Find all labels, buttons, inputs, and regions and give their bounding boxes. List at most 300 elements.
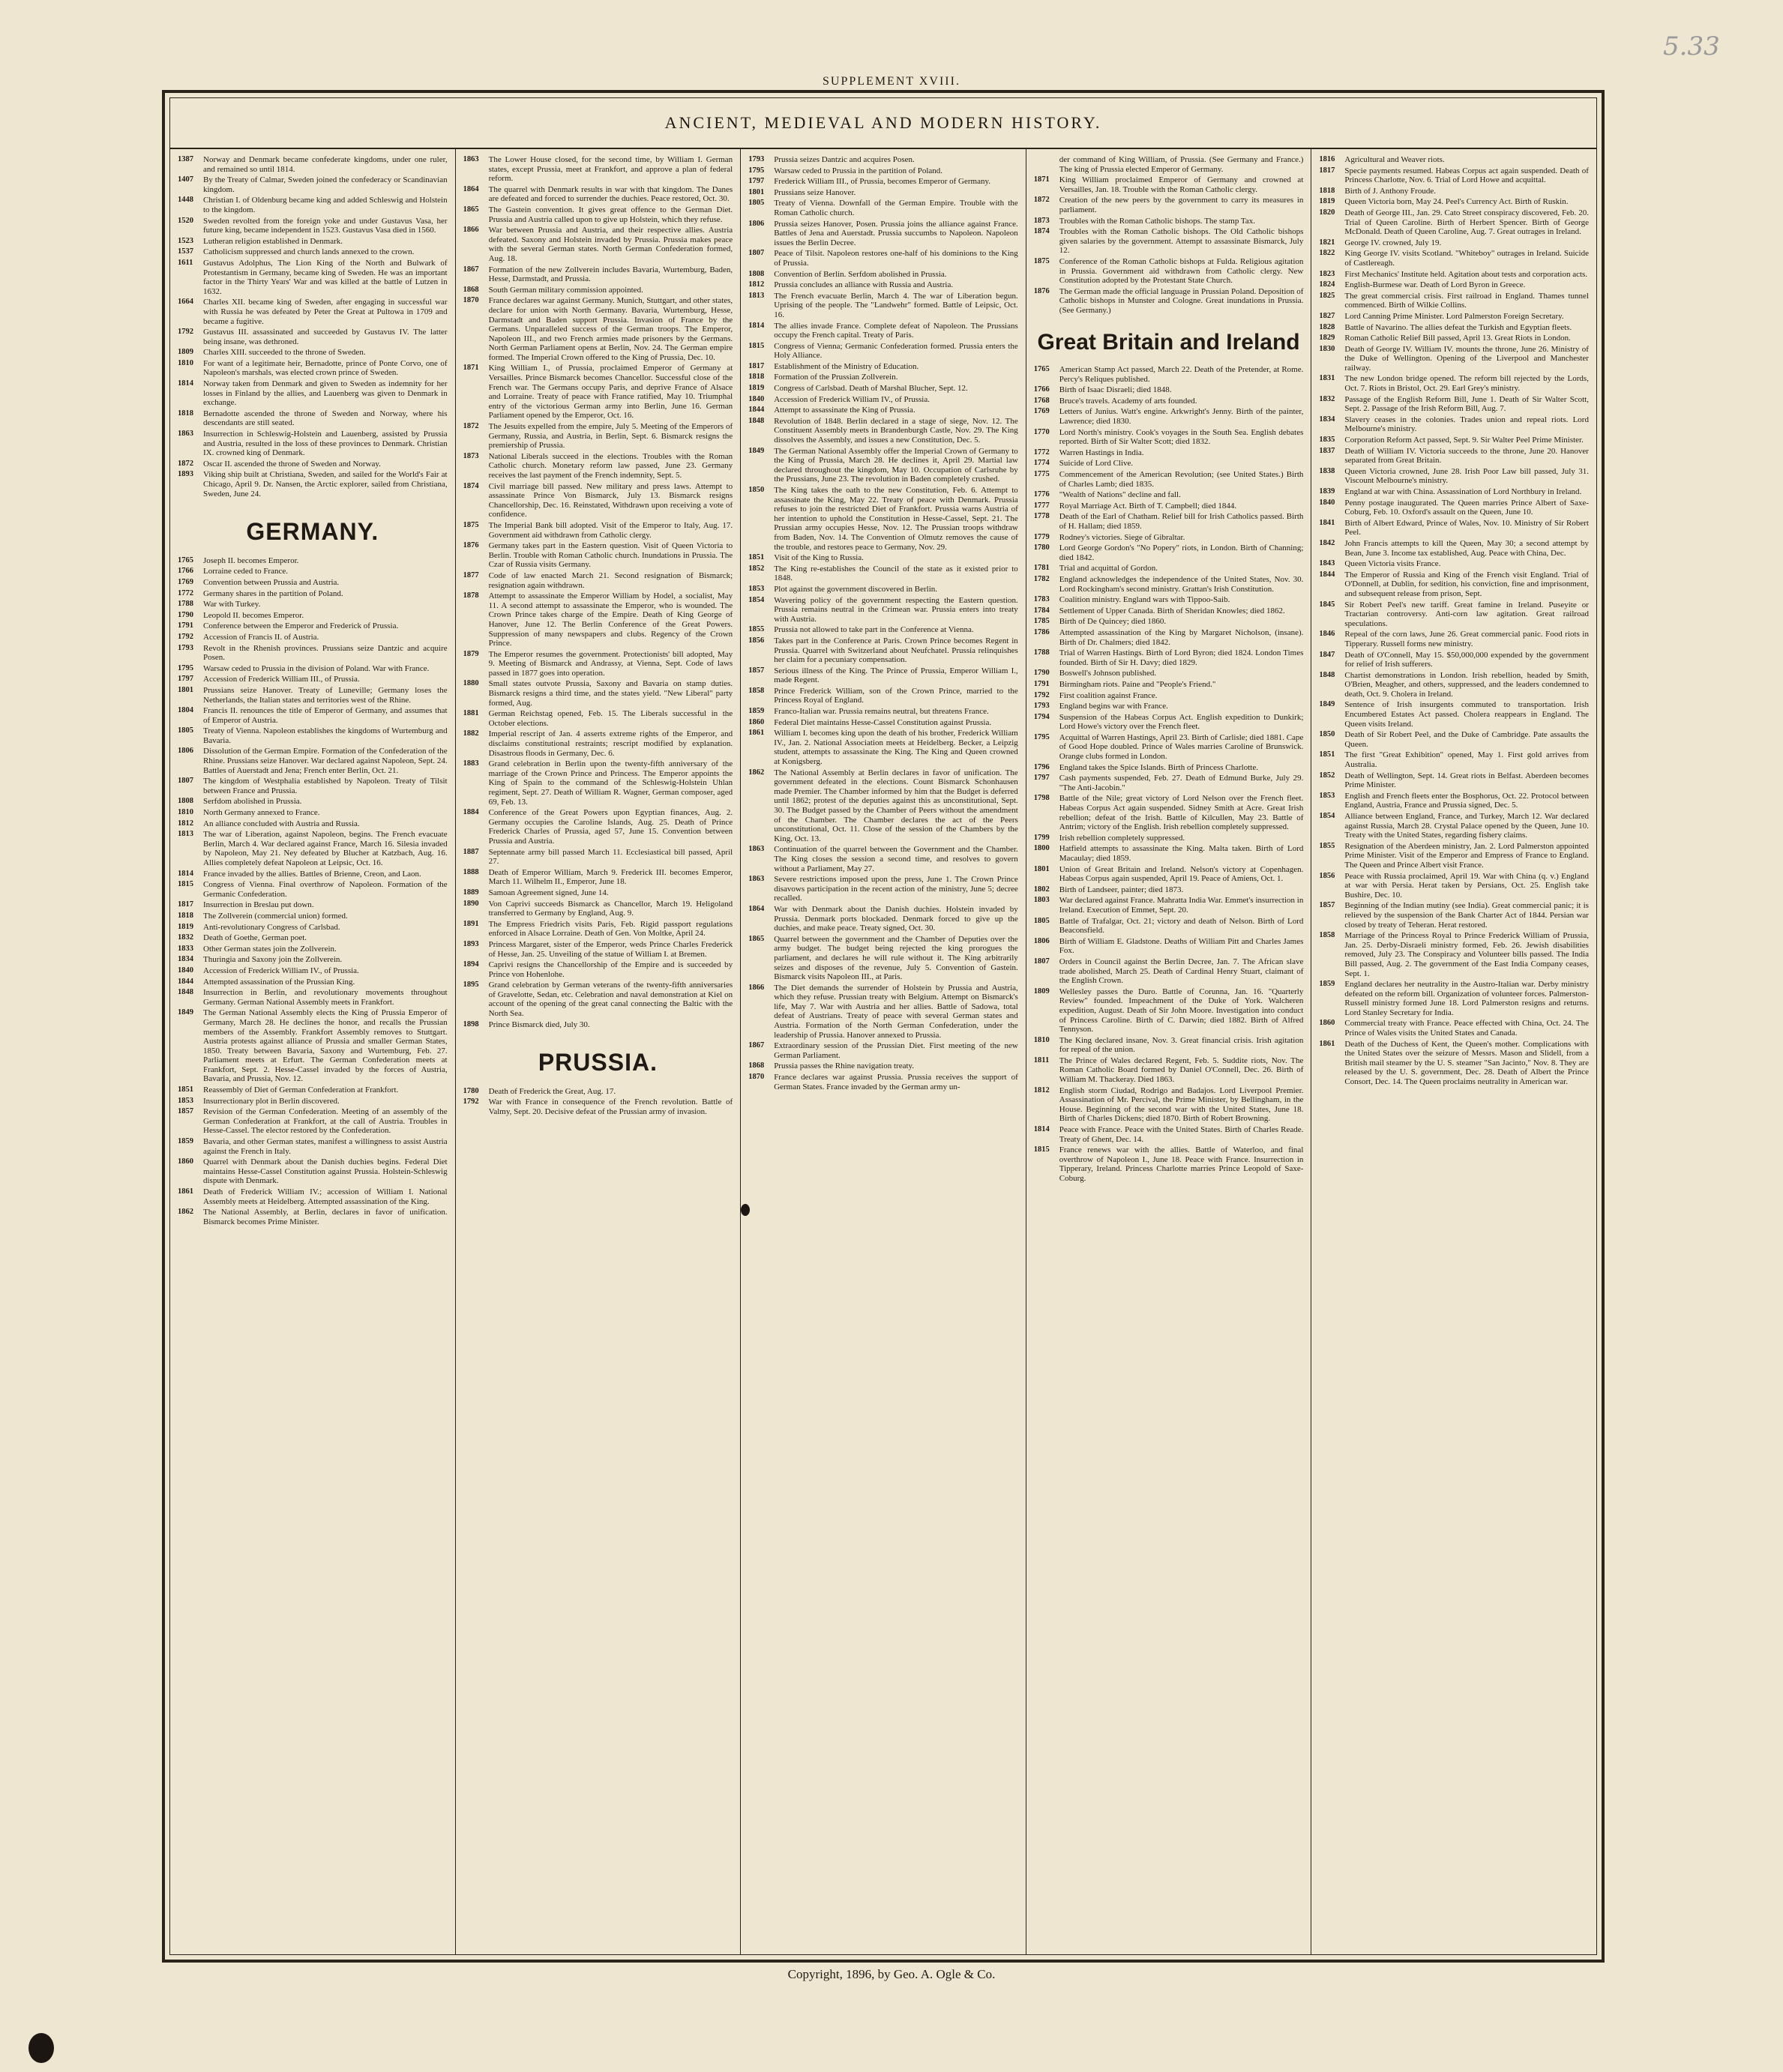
history-entry (1034, 763, 1304, 773)
history-entry (1319, 901, 1589, 930)
entry-text: Wavering policy of the government respecting the Eastern question. Prussia remains neutral in the Crimean war. Prussia enters into treaty with Austria. (774, 595, 1018, 624)
entry-year: 1817 (748, 361, 765, 370)
entry-year: 1812 (1033, 1085, 1050, 1094)
history-entry (178, 409, 448, 428)
entry-year: 1844 (178, 977, 193, 986)
entry-text: Extraordinary session of the Prussian Diet. First meeting of the new German Parliament. (774, 1041, 1018, 1060)
entry-text: Wellesley passes the Duro. Battle of Corunna, Jan. 16. "Quarterly Review" founded. Impeachment of the Duke of York. Walcheren expedition, August. Death of Sir John Moore. Investigation into conduct of Princess Caroline. Birth of C. Darwin; died 1882. Birth of Alfred Tennyson. (1059, 987, 1304, 1035)
history-entry (178, 430, 448, 458)
history-entry (1034, 680, 1304, 690)
history-entry (1034, 564, 1304, 573)
entry-text: Gustavus III. assassinated and succeeded by Gustavus IV. The latter being insane, was dethroned. (203, 328, 448, 346)
entry-year: 1807 (748, 249, 765, 258)
entry-year: 1833 (178, 944, 193, 953)
history-entry (1034, 595, 1304, 605)
history-entry (463, 265, 733, 284)
entry-text: Prince Frederick William, son of the Crown Prince, married to the Princess Royal of England. (774, 686, 1018, 705)
entry-text: The German made the official language in Prussian Poland. Deposition of Catholic bishops in Munster and Cologne. Great inundations in Prussia. (See Germany.) (1059, 286, 1304, 315)
entry-year: 1797 (1033, 774, 1050, 783)
entry-year: 1818 (178, 409, 193, 418)
entry-text: Lorraine ceded to France. (203, 567, 288, 576)
history-entry (463, 205, 733, 224)
entry-text: King William I., of Prussia, proclaimed Emperor of Germany at Versailles. Prince Bismarck becomes Chancellor. Successful close of the French war. The Germans occupy Paris, and deprive France of Alsace and Lorraine. Treaty of peace with France ratified, May 10. Triumphal entry of the victorious German army into Berlin, June 16. German Parliament opened by the Emperor, Oct. 16. (488, 364, 733, 421)
entry-text: The German National Assembly elects the King of Prussia Emperor of Germany, March 28. He declines the honor, and recalls the Prussian members of the Assembly. Frankfort Assembly removes to Stuttgart. Austria protests against alliance of Prussia and smaller German States, 1850. Treaty between Bavaria, Saxony and Wurtemburg, Feb. 27. Parliament meets at Erfurt. The German Confederation meets at Frankfort, Sept. 2. Hesse-Cassel invaded by the forces of Austria, Bavaria, and Prussia, Nov. 12. (203, 1008, 448, 1084)
history-entry (748, 905, 1018, 933)
entry-year: 1868 (748, 1061, 765, 1070)
history-entry (748, 718, 1018, 728)
entry-year: 1792 (178, 328, 193, 337)
entry-text: Trial and acquittal of Gordon. (1059, 564, 1158, 573)
history-entry (178, 589, 448, 599)
entry-text: Penny postage inaugurated. The Queen marries Prince Albert of Saxe-Coburg, Feb. 10. Oxford's assault on the Queen, June 10. (1344, 498, 1589, 517)
frame-inner (169, 97, 1597, 1955)
entry-text: Commercial treaty with France. Peace effected with China, Oct. 24. The Prince of Wales visits the United States and Canada. (1344, 1019, 1589, 1038)
prussia-cont-list (748, 155, 1018, 1091)
entry-year: 1781 (1033, 564, 1050, 573)
history-entry (748, 249, 1018, 268)
entry-text: Insurrectionary plot in Berlin discovered. (203, 1096, 340, 1106)
entry-year: 1854 (748, 595, 765, 604)
entry-year: 1792 (178, 632, 193, 641)
entry-text: Alliance between England, France, and Turkey, March 12. War declared against Russia, March 28. Crystal Palace opened by the Queen, June 10. Treaty with the United States, regarding fishery claims. (1344, 812, 1589, 840)
entry-year: 1791 (1033, 679, 1050, 688)
history-entry (1034, 155, 1304, 174)
entry-year: 1857 (1319, 901, 1335, 910)
history-entry (178, 912, 448, 921)
entry-text: Conference between the Emperor and Frederick of Prussia. (203, 621, 399, 631)
entry-text: The Jesuits expelled from the empire, July 5. Meeting of the Emperors of Germany, Russia, and Austria, in Berlin, Sept. 6. Bismarck resigns the premiership of Prussia. (488, 422, 733, 451)
entry-text: der command of King William, of Prussia. (See Germany and France.) The king of Prussia elected Emperor of Germany. (1059, 155, 1304, 174)
entry-text: Insurrection in Berlin, and revolutionary movements throughout Germany. German National Assembly meets in Frankfort. (203, 988, 448, 1007)
entry-year: 1810 (178, 358, 193, 367)
entry-text: Birth of Albert Edward, Prince of Wales, Nov. 10. Ministry of Sir Robert Peel. (1344, 518, 1589, 537)
entry-year: 1852 (1319, 771, 1335, 780)
history-entry (178, 470, 448, 499)
entry-text: Rodney's victories. Siege of Gibraltar. (1059, 532, 1185, 542)
history-entry (1319, 155, 1589, 165)
entry-text: Charles XIII. succeeded to the throne of Sweden. (203, 348, 366, 358)
history-entry (748, 280, 1018, 290)
entry-text: Slavery ceases in the colonies. Trades union and repeal riots. Lord Melbourne's ministry. (1344, 415, 1589, 434)
entry-text: Frederick William III., of Prussia, becomes Emperor of Germany. (774, 177, 991, 187)
entry-text: Quarrel with Denmark about the Danish duchies begins. Federal Diet maintains Hesse-Cassel Constitution against Prussia. Holstein-Schleswig dispute with Denmark. (203, 1157, 448, 1186)
entry-text: Sir Robert Peel's new tariff. Great famine in Ireland. Puseyite or Tractarian controversy. Anti-corn law agitation. Great railroad speculations. (1344, 600, 1589, 628)
history-entry (178, 175, 448, 194)
history-entry (748, 166, 1018, 176)
entry-text: Suicide of Lord Clive. (1059, 459, 1134, 469)
entry-text: Sentence of Irish insurgents commuted to transportation. Irish Encumbered Estates Act passed. Cholera reappears in England. The Queen visits Ireland. (1344, 700, 1589, 729)
history-entry (748, 486, 1018, 552)
entry-text: Revolution of 1848. Berlin declared in a stage of siege, Nov. 12. The Constituent Assembly meets in Brandenburgh Castle, Nov. 29. The King dissolves the Assembly, and issues a new Constitution, Dec. 5. (774, 416, 1018, 445)
entry-text: Repeal of the corn laws, June 26. Great commercial panic. Food riots in Tipperary. Russell forms new ministry. (1344, 630, 1589, 648)
entry-text: Warsaw ceded to Prussia in the division of Poland. War with France. (203, 663, 430, 673)
entry-text: Peace with Russia proclaimed, April 19. War with China (q. v.) England at war with Persia. Herat taken by Persians, Oct. 25. English take Bushire, Dec. 10. (1344, 871, 1589, 900)
entry-text: Hatfield attempts to assassinate the King. Malta taken. Birth of Lord Macaulay; died 1859. (1059, 844, 1304, 863)
history-entry (1034, 227, 1304, 256)
history-entry (178, 955, 448, 965)
entry-text: Francis II. renounces the title of Emperor of Germany, and assumes that of Emperor of Austria. (203, 706, 448, 725)
entry-year: 1830 (1319, 344, 1335, 353)
history-entry (748, 199, 1018, 217)
history-entry (463, 296, 733, 362)
entry-text: Von Caprivi succeeds Bismarck as Chancellor, March 19. Heligoland transferred to Germany by England, Aug. 9. (488, 899, 733, 918)
entry-text: Catholicism suppressed and church lands annexed to the crown. (203, 247, 415, 257)
history-entry (1319, 730, 1589, 749)
entry-year: 1890 (463, 899, 479, 908)
column-5 (1311, 148, 1596, 1954)
entry-text: English storm Ciudad, Rodrigo and Badajos. Lord Liverpool Premier. Assassination of Mr. Percival, the Prime Minister, by Bellingham, in the House. Beginning of the second war with the United States, June 18. Birth of Charles Dickens; died 1870. Birth of Robert Browning. (1059, 1085, 1304, 1124)
history-entry (1319, 980, 1589, 1017)
history-entry (1319, 208, 1589, 237)
entry-year: 1768 (1033, 396, 1050, 405)
history-entry (1319, 539, 1589, 558)
entry-year: 1809 (178, 348, 193, 357)
entry-text: Prussians seize Hanover. Treaty of Luneville; Germany loses the Netherlands, the Italian states and territories west of the Rhine. (203, 685, 448, 705)
history-entry (1034, 617, 1304, 627)
history-entry (1319, 872, 1589, 900)
entry-year: 1772 (178, 588, 193, 597)
history-entry (1034, 606, 1304, 616)
history-entry (1034, 1145, 1304, 1183)
entry-year: 1814 (1033, 1125, 1050, 1134)
entry-year: 1868 (463, 285, 479, 294)
entry-year: 1782 (1033, 574, 1050, 583)
entry-text: Cash payments suspended, Feb. 27. Death of Edmund Burke, July 29. "The Anti-Jacobin." (1059, 774, 1304, 792)
section-heading-great-britain: Great Britain and Ireland (1037, 329, 1300, 355)
entry-year: 1803 (1033, 896, 1050, 905)
entry-text: Bernadotte ascended the throne of Sweden and Norway, where his descendants are still seated. (203, 409, 448, 428)
entry-text: Irish rebellion completely suppressed. (1059, 833, 1185, 843)
history-entry (463, 422, 733, 451)
entry-year: 1806 (748, 219, 765, 228)
entry-text: Grand celebration in Berlin upon the twenty-fifth anniversary of the marriage of the Crown Prince and Princess. The Emperor appoints the King of Spain to the command of the Schleswig-Holstein Uhlan regiment, Sept. 27. Death of William R. Wagner, German composer, aged 69, Feb. 13. (488, 759, 733, 807)
great-britain-list (1034, 365, 1304, 1184)
history-entry (1034, 459, 1304, 469)
history-entry (1034, 733, 1304, 762)
history-entry (748, 585, 1018, 594)
entry-year: 1834 (178, 955, 193, 964)
columns (170, 148, 1596, 1954)
entry-text: Letters of Junius. Watt's engine. Arkwright's Jenny. Birth of the painter, Lawrence; died 1830. (1059, 407, 1304, 427)
history-entry (463, 1087, 733, 1097)
history-entry (1319, 280, 1589, 290)
entry-year: 1779 (1033, 532, 1050, 541)
history-entry (463, 868, 733, 887)
entry-year: 1815 (178, 880, 193, 889)
entry-text: Acquittal of Warren Hastings, April 23. Birth of Carlisle; died 1881. Cape of Good Hope doubled. Prince of Wales marries Caroline of Brunswick. Orange clubs formed in London. (1059, 732, 1304, 762)
entry-text: France declares war against Prussia. Prussia receives the support of German States. France invaded by the German army un- (774, 1073, 1018, 1091)
entry-year: 1850 (748, 486, 765, 494)
entry-year: 1780 (463, 1086, 479, 1095)
history-entry (178, 644, 448, 663)
entry-text: Code of law enacted March 21. Second resignation of Bismarck; resignation again withdrawn. (488, 570, 733, 590)
entry-year: 1801 (1033, 864, 1050, 873)
entry-year: 1851 (178, 1085, 193, 1094)
entry-year: 1876 (463, 541, 479, 550)
entry-text: Birth of J. Anthony Froude. (1344, 186, 1436, 196)
entry-year: 1898 (463, 1020, 479, 1029)
entry-year: 1537 (178, 247, 193, 256)
column-1 (170, 148, 456, 1954)
entry-year: 1880 (463, 679, 479, 688)
entry-text: Union of Great Britain and Ireland. Nelson's victory at Copenhagen. Habeas Corpus again suspended, April 19. Peace of Amiens, Oct. 1. (1059, 864, 1304, 884)
history-entry (463, 364, 733, 421)
column-2 (456, 148, 742, 1954)
entry-text: Bruce's travels. Academy of arts founded. (1059, 396, 1197, 406)
entry-text: Agricultural and Weaver riots. (1344, 155, 1445, 164)
history-entry (463, 571, 733, 590)
entry-text: Royal Marriage Act. Birth of T. Campbell; died 1844. (1059, 501, 1237, 511)
entry-year: 1823 (1319, 269, 1335, 278)
history-entry (178, 777, 448, 795)
entry-year: 1806 (178, 747, 193, 756)
entry-year: 1805 (178, 726, 193, 735)
entry-text: Anti-revolutionary Congress of Carlsbad. (203, 922, 340, 932)
entry-text: Attempt to assassinate the Emperor William by Hodel, a socialist, May 11. A second attempt to assassinate the Emperor, who is wounded. The Crown Prince takes charge of the Empire. Death of King George of Hanover, June 12. The Berlin Conference of the Great Powers. Suppression of many newspapers and clubs. Regency of the Crown Prince. (488, 591, 733, 648)
history-entry (748, 417, 1018, 445)
history-entry (1034, 365, 1304, 384)
entry-text: Insurrection in Schleswig-Holstein and Lauenberg, assisted by Prussia and Austria, resulted in the loss of these provinces to Denmark. Christian IX. crowned king of Denmark. (203, 430, 448, 458)
entry-text: Commencement of the American Revolution; (see United States.) Birth of Charles Lamb; died 1835. (1059, 470, 1304, 489)
history-entry (748, 1073, 1018, 1091)
entry-text: Attempted assassination of the King by Margaret Nicholson, (insane). Birth of Dr. Chalmers; died 1842. (1059, 627, 1304, 647)
entry-text: Formation of the new Zollverein includes Bavaria, Wurtemburg, Baden, Hesse, Darmstadt, and Prussia. (488, 265, 733, 284)
entry-year: 1867 (748, 1041, 765, 1050)
entry-text: Resignation of the Aberdeen ministry, Jan. 2. Lord Palmerston appointed Prime Minister. Visit of the Emperor and Empress of France to England. The Queen and Prince Albert visit France. (1344, 841, 1589, 870)
entry-year: 1855 (1319, 841, 1335, 850)
entry-year: 1888 (463, 867, 479, 876)
entry-text: The Diet demands the surrender of Holstein by Prussia and Austria, which they refuse. Prussian treaty with Belgium. Attempt on Bismarck's life, May 7. War with Austria and her allies. Battle of Sadowa, total defeat of Austrians. Treaty of peace with several German states and Austria. Formation of the North German Confederation, under the leadership of Prussia. Hanover annexed to Prussia. (774, 983, 1018, 1040)
entry-year: 1793 (1033, 702, 1050, 711)
entry-year: 1855 (748, 625, 765, 634)
history-entry (463, 591, 733, 648)
entry-text: Death of Frederick the Great, Aug. 17. (488, 1086, 616, 1096)
entry-year: 1889 (463, 888, 479, 897)
history-entry (1319, 197, 1589, 207)
ink-blot (28, 2033, 54, 2063)
entry-year: 1887 (463, 847, 479, 856)
entry-text: The kingdom of Westphalia established by Napoleon. Treaty of Tilsit between France and Prussia. (203, 777, 448, 795)
entry-year: 1856 (1319, 871, 1335, 880)
entry-year: 1840 (748, 394, 765, 403)
entry-year: 1784 (1033, 606, 1050, 615)
entry-text: Sweden revolted from the foreign yoke and under Gustavus Vasa, her future king, became independent in 1523. Gustavus Vasa died in 1560. (203, 216, 448, 235)
history-entry (748, 768, 1018, 844)
entry-text: Battle of Navarino. The allies defeat the Turkish and Egyptian fleets. (1344, 322, 1572, 332)
entry-year: 1859 (178, 1137, 193, 1146)
entry-year: 1611 (178, 258, 193, 267)
prussia-list (463, 1087, 733, 1117)
entry-text: The National Assembly, at Berlin, declares in favor of unification. Bismarck becomes Prime Minister. (203, 1208, 448, 1226)
column-4 (1026, 148, 1312, 1954)
entry-text: Queen Victoria visits France. (1344, 559, 1441, 569)
entry-year: 1798 (1033, 794, 1050, 803)
ink-spot (741, 1204, 750, 1216)
entry-year: 1863 (178, 430, 193, 439)
entry-text: The French evacuate Berlin, March 4. The war of Liberation begun. Uprising of the people. The "Landwehr" formed. Battle of Leipsic, Oct. 16. (774, 291, 1018, 319)
entry-text: The allies invade France. Complete defeat of Napoleon. The Prussians occupy the French capital. Treaty of Paris. (774, 321, 1018, 340)
history-entry (178, 706, 448, 725)
entry-year: 1407 (178, 175, 193, 184)
entry-text: Birth of Isaac Disraeli; died 1848. (1059, 385, 1172, 395)
history-entry (178, 217, 448, 235)
entry-year: 1881 (463, 709, 479, 718)
entry-year: 1817 (178, 900, 193, 909)
entry-year: 1839 (1319, 487, 1335, 496)
history-entry (748, 707, 1018, 717)
entry-text: Norway taken from Denmark and given to Sweden as indemnity for her losses in Finland by the allies, and Lauenberg was given to Denmark in exchange. (203, 379, 448, 408)
entry-text: The new London bridge opened. The reform bill rejected by the Lords, Oct. 7. Riots in Bristol, Oct. 29. Earl Grey's ministry. (1344, 374, 1589, 394)
entry-year: 1801 (748, 187, 765, 196)
handwritten-page-number: 5.33 (1663, 31, 1720, 61)
entry-year: 1814 (178, 869, 193, 878)
entry-year: 1848 (748, 416, 765, 425)
history-entry (748, 342, 1018, 361)
entry-year: 1800 (1033, 844, 1050, 853)
history-entry (463, 1097, 733, 1116)
entry-text: Beginning of the Indian mutiny (see India). Great commercial panic; it is relieved by the suspension of the Bank Charter Act of 1844. Persian war closed by treaty of Teheran. Herat restored. (1344, 901, 1589, 930)
entry-year: 1810 (1033, 1035, 1050, 1044)
entry-text: The first "Great Exhibition" opened, May 1. First gold arrives from Australia. (1344, 750, 1589, 770)
history-entry (463, 888, 733, 898)
entry-text: King George IV. visits Scotland. "Whiteboy" outrages in Ireland. Suicide of Castlereagh. (1344, 249, 1589, 268)
entry-text: Federal Diet maintains Hesse-Cassel Constitution against Prussia. (774, 717, 992, 727)
entry-text: Troubles with the Roman Catholic bishops. The Old Catholic bishops given salaries by the government. Attempt to assassinate Bismarck, July 12. (1059, 227, 1304, 256)
entry-year: 1872 (463, 422, 479, 431)
history-entry (748, 596, 1018, 624)
history-entry (463, 482, 733, 519)
entry-text: Treaty of Vienna. Napoleon establishes the kingdoms of Wurtemburg and Bavaria. (203, 726, 448, 745)
history-entry (178, 988, 448, 1007)
entry-text: Death of William IV. Victoria succeeds to the throne, June 20. Hanover separated from Great Britain. (1344, 446, 1589, 466)
entry-year: 1860 (178, 1157, 193, 1166)
history-entry (748, 188, 1018, 198)
history-entry (748, 292, 1018, 320)
entry-text: Serious illness of the King. The Prince of Prussia, Emperor William I., made Regent. (774, 666, 1018, 685)
history-entry (178, 328, 448, 346)
entry-year: 1863 (748, 875, 765, 884)
entry-year: 1765 (178, 555, 193, 564)
entry-year: 1812 (748, 280, 765, 289)
history-entry (1319, 345, 1589, 373)
entry-year: 1791 (178, 621, 193, 630)
entry-text: Revision of the German Confederation. Meeting of an assembly of the German Confederation at Frankfort, at the call of Austria. Troubles in Hesse-Cassel. The elector restored by the Confederation. (203, 1107, 448, 1136)
entry-text: Leopold II. becomes Emperor. (203, 610, 304, 620)
entry-year: 1893 (463, 939, 479, 948)
history-entry (463, 650, 733, 678)
history-entry (178, 747, 448, 775)
history-entry (748, 729, 1018, 766)
history-entry (748, 406, 1018, 415)
entry-text: War with Turkey. (203, 600, 261, 609)
history-entry (748, 362, 1018, 372)
entry-year: 1766 (178, 567, 193, 576)
history-entry (178, 900, 448, 910)
entry-year: 1776 (1033, 490, 1050, 499)
entry-year: 1804 (178, 706, 193, 715)
history-entry (748, 625, 1018, 635)
history-entry (1319, 931, 1589, 978)
history-entry (1319, 374, 1589, 393)
entry-text: Conference of the Great Powers upon Egyptian finances, Aug. 2. Germany occupies the Caroline Islands, Aug. 25. Death of Prince Frederick Charles of Prussia, aged 57, June 15. Convention between Prussia and Austria. (488, 808, 733, 846)
history-entry (748, 845, 1018, 873)
entry-year: 1793 (178, 643, 193, 652)
history-entry (178, 460, 448, 469)
history-entry (1319, 270, 1589, 280)
history-entry (1034, 1086, 1304, 1124)
history-entry (1319, 415, 1589, 434)
entry-text: Battle of Trafalgar, Oct. 21; victory and death of Nelson. Birth of Lord Beaconsfield. (1059, 916, 1304, 936)
entry-year: 1788 (178, 600, 193, 609)
history-entry (1034, 774, 1304, 792)
entry-text: Christian I. of Oldenburg became king and added Schleswig and Holstein to the kingdom. (203, 196, 448, 214)
column-3 (741, 148, 1026, 1954)
entry-year: 1824 (1319, 280, 1335, 289)
history-entry (178, 621, 448, 631)
germany-list (178, 556, 448, 1227)
entry-year: 1873 (1033, 216, 1050, 225)
entry-text: Conference of the Roman Catholic bishops at Fulda. Religious agitation in Prussia. Government aid withdrawn from Catholic clergy. New Constitution adopted by the Protestant State Church. (1059, 256, 1304, 286)
history-entry (463, 920, 733, 939)
entry-year: 1852 (748, 564, 765, 573)
entry-text: North Germany annexed to France. (203, 808, 320, 818)
history-entry (463, 709, 733, 728)
entry-year: 1879 (463, 649, 479, 658)
history-entry (178, 298, 448, 326)
entry-text: Small states outvote Prussia, Saxony and Bavaria on stamp duties. Bismarck resigns a third time, and the states yield. "New Liberal" party formed, Aug. (488, 679, 733, 708)
entry-text: France renews war with the allies. Battle of Waterloo, and final overthrow of Napoleon I., June 18. Peace with France. Insurrection in Tipperary, Ireland. Princess Charlotte marries Prince Leopold of Saxe-Coburg. (1059, 1145, 1304, 1183)
entry-text: Severe restrictions imposed upon the press, June 1. The Crown Prince disavows participation in the recent action of the ministry, June 5; decree recalled. (774, 875, 1018, 903)
history-entry (178, 359, 448, 378)
history-entry (1319, 651, 1589, 669)
entry-year: 1859 (1319, 980, 1335, 989)
entry-text: Death of Emperor William, March 9. Frederick III. becomes Emperor, March 11. Wilhelm II., Emperor, June 18. (488, 867, 733, 887)
entry-text: Death of George III., Jan. 29. Cato Street conspiracy discovered, Feb. 20. Trial of Queen Caroline. Birth of Herbert Spencer. Birth of George McDonald. Death of Queen Caroline, Aug. 7. Great outrages in Ireland. (1344, 208, 1589, 237)
history-entry (1034, 713, 1304, 732)
great-britain-cont-list (1319, 155, 1589, 1087)
entry-year: 1882 (463, 729, 479, 738)
entry-text: France invaded by the allies. Battles of Brienne, Creon, and Laon. (203, 869, 421, 879)
entry-year: 1853 (748, 584, 765, 593)
entry-text: Corporation Reform Act passed, Sept. 9. Sir Walter Peel Prime Minister. (1344, 436, 1584, 445)
entry-text: National Liberals succeed in the elections. Troubles with the Roman Catholic church. Monetary reform law passed, June 23. Germany receives the last payment of the French indemnity, Sept. 5. (488, 451, 733, 480)
entry-year: 1891 (463, 919, 479, 928)
history-entry (1319, 187, 1589, 196)
entry-year: 1873 (463, 451, 479, 460)
entry-year: 1843 (1319, 559, 1335, 568)
history-entry (748, 373, 1018, 382)
entry-text: Establishment of the Ministry of Education. (774, 361, 919, 371)
entry-year: 1812 (178, 819, 193, 828)
history-entry (463, 1020, 733, 1030)
history-entry (1319, 559, 1589, 569)
entry-text: English-Burmese war. Death of Lord Byron in Greece. (1344, 280, 1526, 290)
entry-year: 1786 (1033, 627, 1050, 636)
entry-year: 1871 (1033, 175, 1050, 184)
history-entry (178, 978, 448, 987)
entry-year: 1809 (1033, 987, 1050, 996)
entry-year: 1792 (1033, 690, 1050, 699)
entry-year: 1834 (1319, 415, 1335, 424)
entry-year: 1865 (748, 934, 765, 943)
entry-year: 1844 (1319, 570, 1335, 579)
history-entry (748, 553, 1018, 563)
entry-text: Charles XII. became king of Sweden, after engaging in successful war with Russia he was defeated by Peter the Great at Pultowa in 1709 and became a fugitive. (203, 298, 448, 326)
entry-year: 1870 (463, 296, 479, 305)
history-entry (1034, 287, 1304, 316)
entry-year: 1818 (1319, 186, 1335, 195)
history-entry (178, 1187, 448, 1206)
